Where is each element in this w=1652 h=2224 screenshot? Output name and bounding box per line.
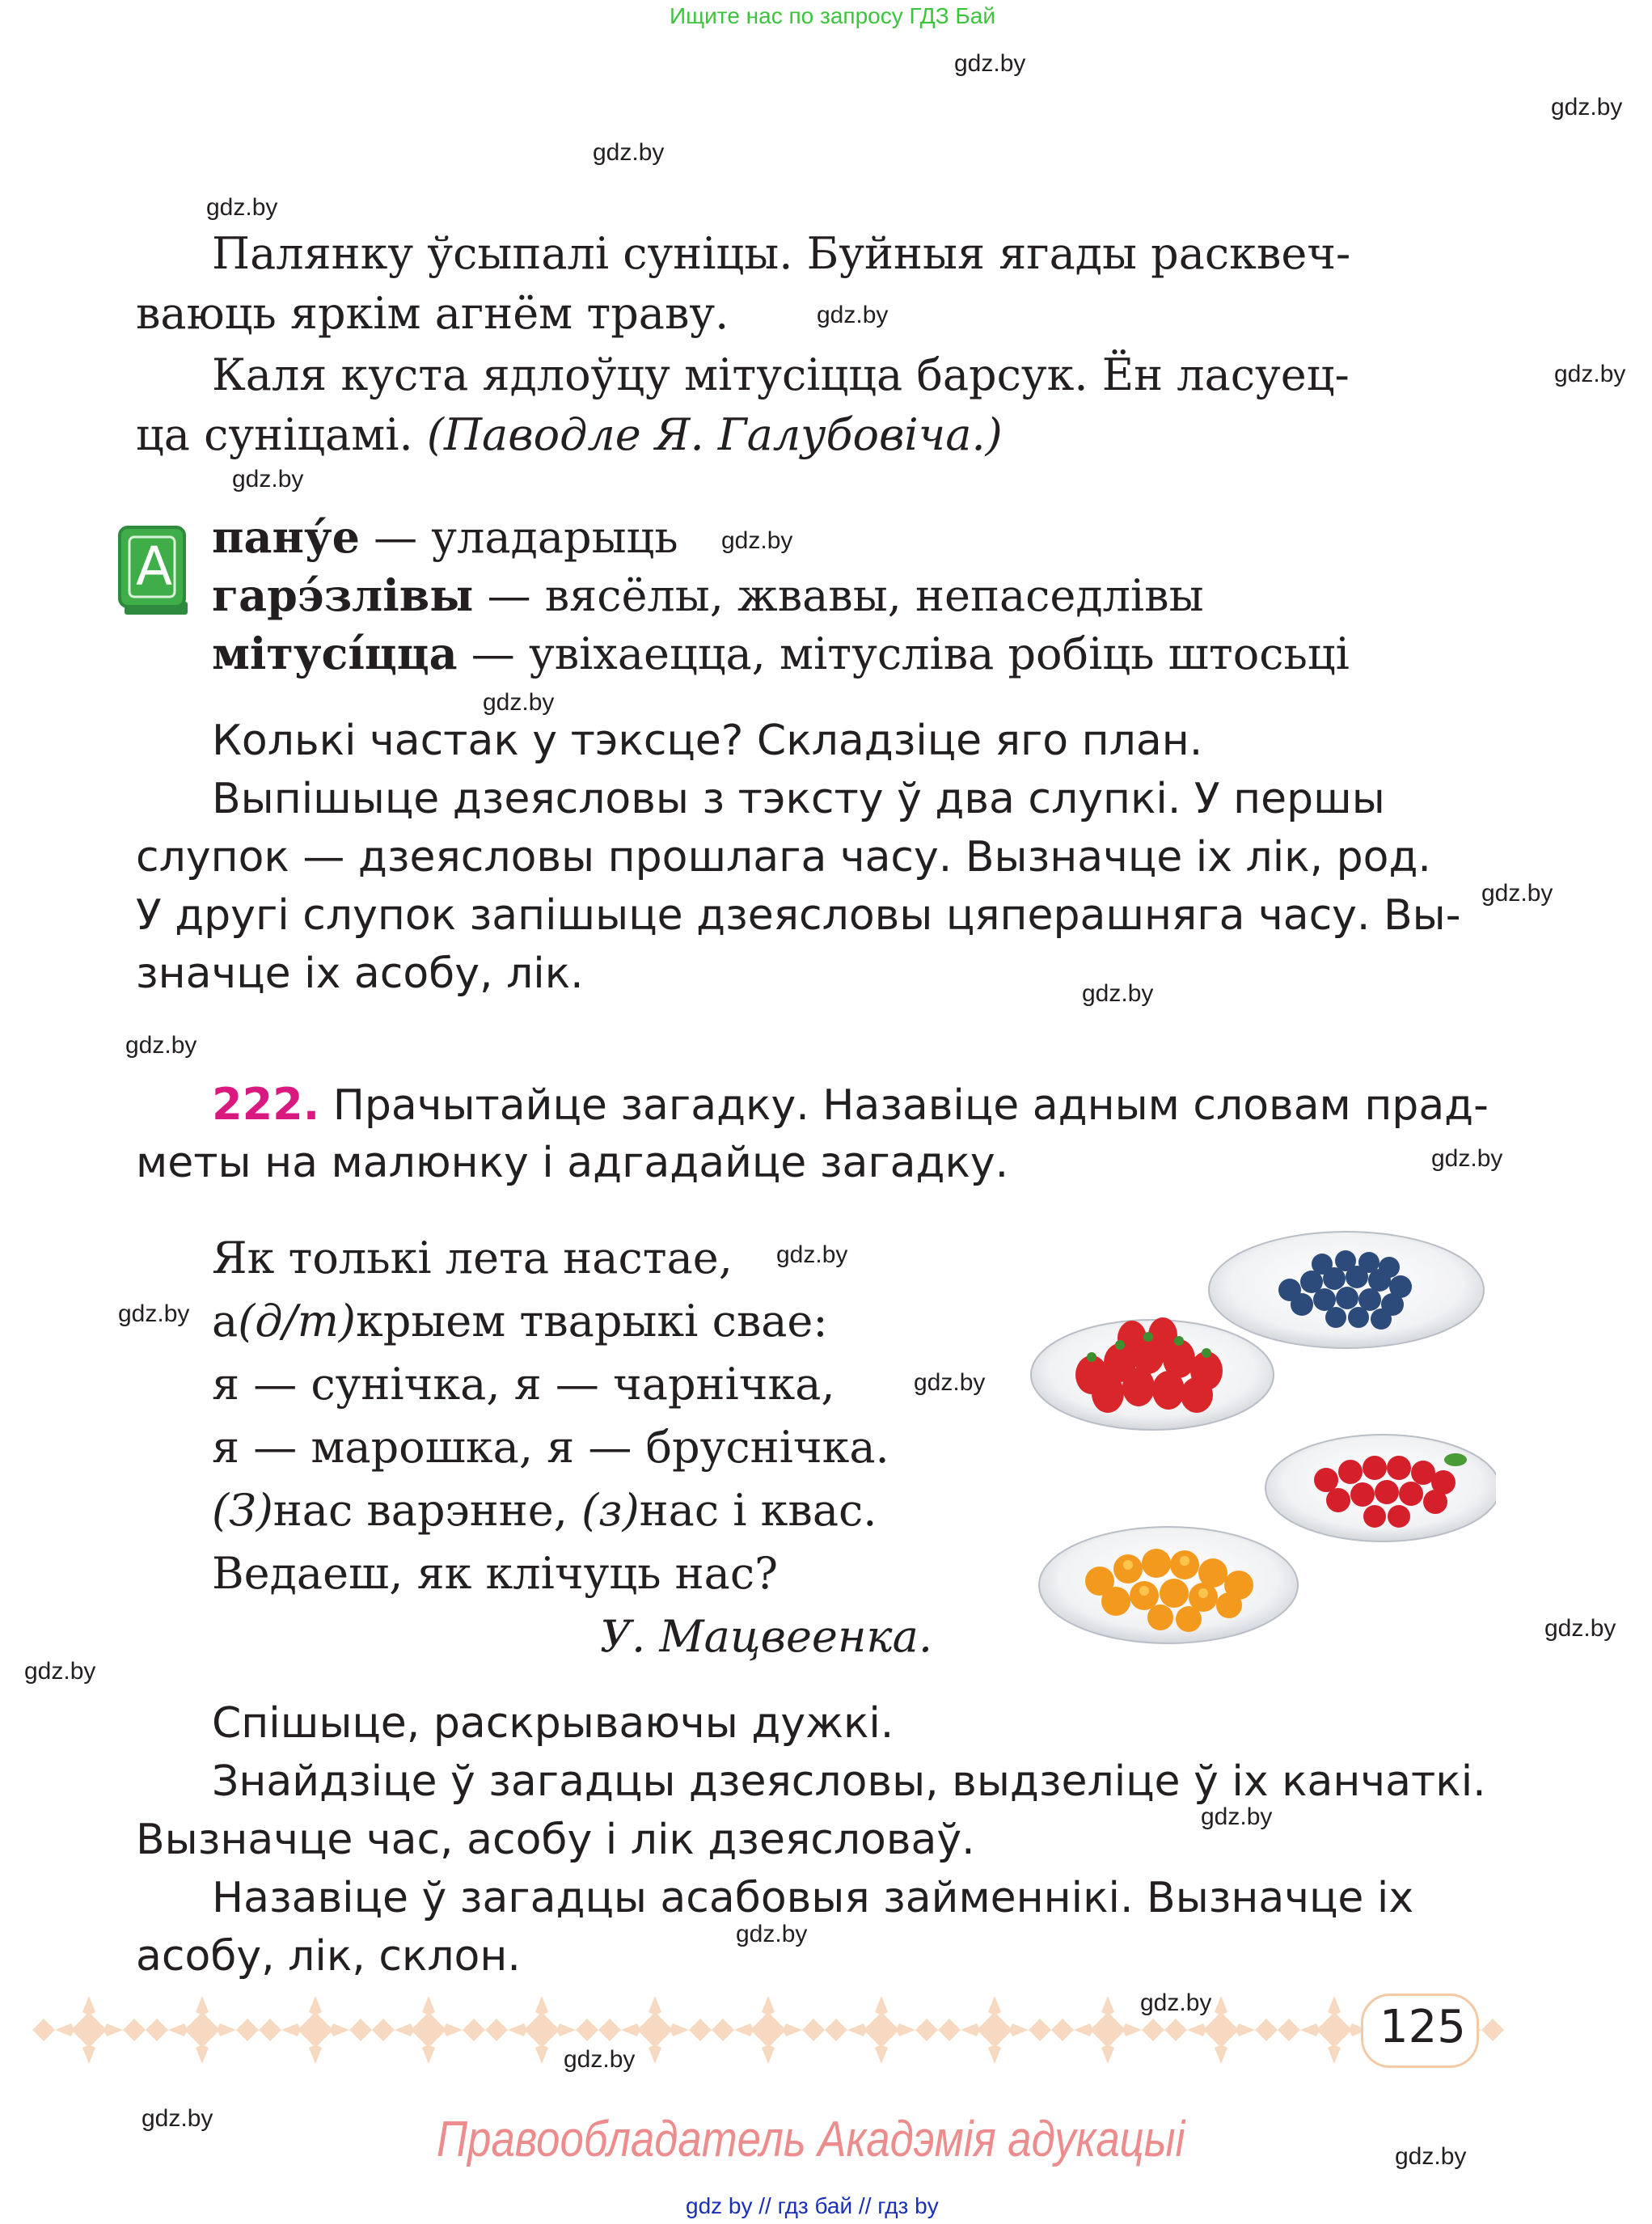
watermark: gdz.by [721, 527, 793, 554]
search-hint[interactable]: Ищите нас по запросу ГДЗ Бай [670, 3, 996, 28]
page-number: 125 [1379, 2001, 1466, 2053]
watermark: gdz.by [118, 1300, 190, 1327]
glossary-badge-letter: А [136, 535, 173, 598]
watermark: gdz.by [564, 2046, 636, 2073]
glossary-term: мітусі́цца [212, 628, 458, 679]
ornament-band [32, 1991, 1512, 2069]
glossary-term: пану́е [212, 511, 360, 563]
text-fragment: ца суніцамі. [136, 409, 427, 460]
text-line: Палянку ўсыпалі суніцы. Буйныя ягады расквеч- [212, 228, 1351, 279]
task-line: слупок — дзеясловы прошлага часу. Вызначце іх лік, род. [136, 833, 1431, 882]
berries-illustration [1027, 1225, 1496, 1654]
watermark: gdz.by [1551, 94, 1623, 121]
watermark: gdz.by [1201, 1803, 1273, 1830]
poem-line [212, 1482, 877, 1540]
glossary-term: гарэ́злівы [212, 569, 474, 621]
task-line: Назавіце ў загадцы асабовыя займеннікі. Вызначце іх [212, 1874, 1414, 1922]
watermark: gdz.by [1140, 1989, 1212, 2016]
watermark: gdz.by [1395, 2143, 1467, 2170]
task-line: Знайдзіце ў загадцы дзеясловы, выдзеліце ў іх канчаткі. [212, 1757, 1486, 1806]
watermark: gdz.by [206, 194, 278, 221]
poem-author: У. Мацвеенка. [600, 1611, 933, 1662]
footer-links[interactable]: gdz by // гдз бай // гдз by [686, 2193, 939, 2218]
watermark: gdz.by [1544, 1615, 1616, 1642]
poem-line: Ведаеш, як клічуць нас? [212, 1548, 779, 1599]
watermark: gdz.by [1481, 880, 1553, 907]
watermark: gdz.by [483, 689, 555, 716]
watermark: gdz.by [1554, 361, 1626, 387]
poem-line [212, 1292, 828, 1351]
poem-brackets: (з) [581, 1485, 640, 1536]
glossary-definition: — вясёлы, жвавы, непаседлівы [473, 570, 1204, 621]
text-line: ваюць яркім агнём траву. [136, 288, 729, 339]
glossary-definition: — уладарыць [359, 512, 678, 563]
glossary-definition: — увіхаецца, мітусліва робіць штосьці [457, 628, 1350, 679]
watermark: gdz.by [1082, 980, 1154, 1007]
poem-fragment: крыем тварыкі свае: [355, 1296, 828, 1347]
watermark: gdz.by [817, 302, 889, 328]
watermark: gdz.by [736, 1921, 808, 1947]
watermark: gdz.by [593, 139, 665, 166]
task-line: У другі слупок запішыце дзеясловы цяперашняга часу. Вы- [136, 891, 1461, 940]
task-line: асобу, лік, склон. [136, 1932, 521, 1981]
poem-brackets: (д/т) [238, 1296, 356, 1347]
task-line: значце іх асобу, лік. [136, 949, 584, 998]
glossary-item [212, 508, 678, 567]
poem-line: я — сунічка, я — чарнічка, [212, 1359, 835, 1410]
task-line: Выпішыце дзеясловы з тэксту ў два слупкі. У першы [212, 775, 1385, 823]
text-line: Каля куста ядлоўцу мітусіцца барсук. Ён ласуец- [212, 349, 1350, 400]
watermark: gdz.by [954, 50, 1026, 77]
task-line: Спішыце, раскрываючы дужкі. [212, 1699, 894, 1748]
watermark: gdz.by [232, 466, 304, 493]
poem-line: я — марошка, я — бруснічка. [212, 1422, 889, 1473]
watermark: gdz.by [776, 1241, 848, 1268]
glossary-item [212, 566, 1204, 625]
task-line: Колькі частак у тэксце? Складзіце яго план. [212, 717, 1203, 765]
watermark: gdz.by [24, 1658, 96, 1685]
exercise-heading [212, 1076, 1489, 1135]
exercise-text: Прачытайце загадку. Назавіце адным словам прад- [319, 1081, 1489, 1130]
poem-fragment: нас і квас. [639, 1485, 877, 1536]
watermark: gdz.by [914, 1369, 986, 1396]
watermark: gdz.by [142, 2105, 213, 2132]
task-line: Вызначце час, асобу і лік дзеясловаў. [136, 1816, 975, 1864]
text-line [136, 406, 1003, 464]
exercise-text: меты на малюнку і адгадайце загадку. [136, 1139, 1009, 1187]
watermark: gdz.by [1431, 1145, 1503, 1172]
rights-holder: Правообладатель Акадэмія адукацыі [437, 2112, 1185, 2167]
exercise-number: 222. [212, 1079, 320, 1130]
watermark: gdz.by [125, 1032, 197, 1059]
poem-line: Як толькі лета настае, [212, 1233, 733, 1283]
source-attribution: (Паводле Я. Галубовіча.) [426, 409, 1003, 460]
poem-fragment: а [212, 1296, 239, 1347]
poem-brackets: (З) [212, 1485, 273, 1536]
glossary-item [212, 624, 1350, 683]
poem-fragment: нас варэнне, [273, 1485, 582, 1536]
